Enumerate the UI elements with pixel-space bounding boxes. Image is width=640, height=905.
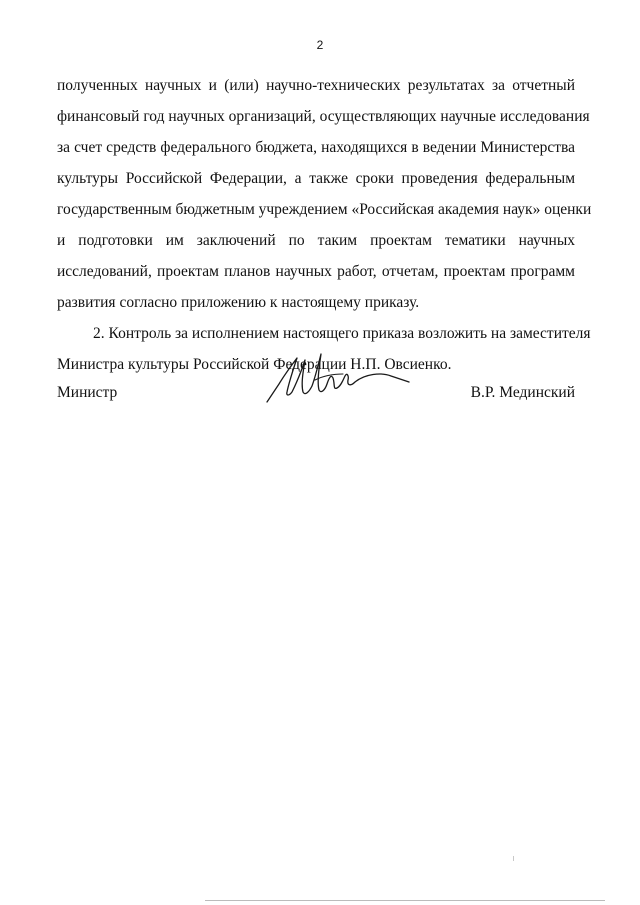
text-line: полученных научных и (или) научно-технических результатах за отчетный <box>57 77 575 94</box>
text-line: Министра культуры Российской Федерации Н.П. Овсиенко. <box>57 356 452 373</box>
signer-title: Министр <box>57 384 118 401</box>
handwritten-signature <box>263 346 413 406</box>
paragraph-1 <box>57 70 592 318</box>
text-line: культуры Российской Федерации, а также сроки проведения федеральным <box>57 170 575 187</box>
scan-edge-line <box>205 900 605 901</box>
scan-artifact <box>513 856 514 861</box>
document-body <box>57 70 592 380</box>
text-line: и подготовки им заключений по таким проектам тематики научных <box>57 232 575 249</box>
text-line: за счет средств федерального бюджета, находящихся в ведении Министерства <box>57 139 575 156</box>
text-line: развития согласно приложению к настоящему приказу. <box>57 294 420 311</box>
signature-block <box>57 378 575 408</box>
signer-name: В.Р. Мединский <box>470 384 575 401</box>
text-line: исследований, проектам планов научных работ, отчетам, проектам программ <box>57 263 575 280</box>
text-line: 2. Контроль за исполнением настоящего приказа возложить на заместителя <box>93 325 591 342</box>
text-line: финансовый год научных организаций, осуществляющих научные исследования <box>57 108 590 125</box>
text-line: государственным бюджетным учреждением «Российская академия наук» оценки <box>57 201 592 218</box>
page-number: 2 <box>316 38 324 52</box>
